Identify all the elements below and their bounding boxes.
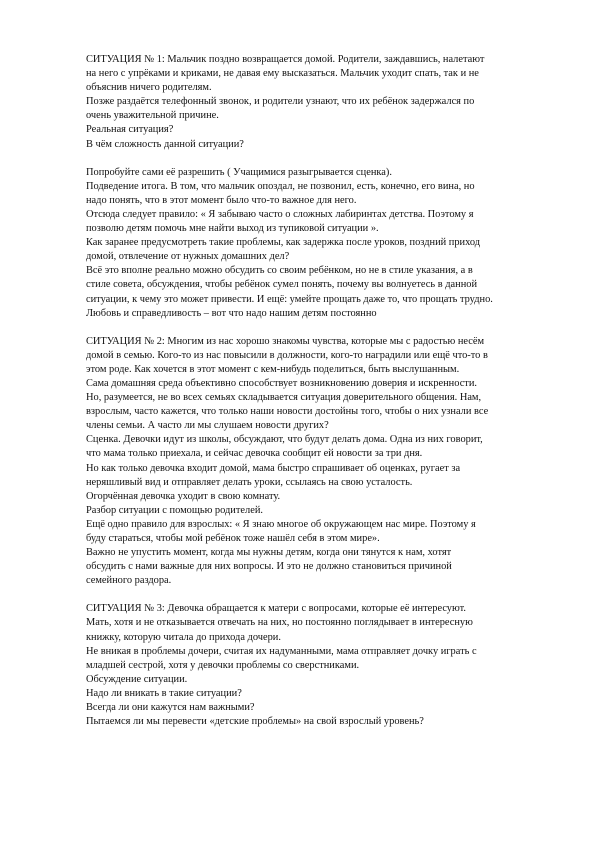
text-line: стиле совета, обсуждения, чтобы ребёнок сумел понять, почему вы волнуетесь в данной — [86, 279, 478, 291]
paragraph-gap — [86, 588, 546, 602]
text-line: очень уважительной причине. — [86, 110, 219, 122]
text-line: Позже раздаётся телефонный звонок, и родители узнают, что их ребёнок задержался по — [86, 96, 475, 108]
text-line: Реальная ситуация? — [86, 124, 174, 136]
paragraph-gap — [86, 321, 546, 335]
text-line: В чём сложность данной ситуации? — [86, 138, 244, 150]
text-line: члены семьи. А часто ли мы слушаем новости других? — [86, 420, 329, 432]
text-line: Ещё одно правило для взрослых: « Я знаю многое об окружающем нас мире. Поэтому я — [86, 518, 476, 530]
text-line: Как заранее предусмотреть такие проблемы, как задержка после уроков, поздний приход — [86, 237, 481, 249]
text-line: Но как только девочка входит домой, мама быстро спрашивает об оценках, ругает за — [86, 462, 461, 474]
text-line: неряшливый вид и отправляет делать уроки, ссылаясь на свою усталость. — [86, 476, 413, 488]
text-line: Огорчённая девочка уходит в свою комнату. — [86, 490, 281, 502]
text-line: взрослым, часто кажется, что только наши новости достойны того, чтобы о них узнали все — [86, 406, 489, 418]
text-line: СИТУАЦИЯ № 2: Многим из нас хорошо знакомы чувства, которые мы с радостью несём — [86, 335, 485, 347]
text-line: надо понять, что в этот момент было что-то важное для него. — [86, 194, 357, 206]
text-line: на него с упрёками и криками, не давая ему высказаться. Мальчик уходит спать, так и не — [86, 68, 479, 80]
text-line: Сама домашняя среда объективно способствует возникновению доверия и искренности. — [86, 377, 478, 389]
text-line: Важно не упустить момент, когда мы нужны детям, когда они тянутся к нам, хотят — [86, 547, 452, 559]
text-line: домой в семью. Кого-то из нас повысили в должности, кого-то наградили или ещё что-то в — [86, 349, 488, 361]
text-line: Любовь и справедливость – вот что надо нашим детям постоянно — [86, 307, 377, 319]
text-line: ситуации, к чему это может привести. И ещё: умейте прощать даже то, что прощать трудно. — [86, 293, 493, 305]
text-line: СИТУАЦИЯ № 3: Девочка обращается к матери с вопросами, которые её интересуют. — [86, 603, 466, 615]
text-line: позволю детям помочь мне найти выход из тупиковой ситуации ». — [86, 223, 379, 235]
text-line: Попробуйте сами её разрешить ( Учащимися разыгрывается сценка). — [86, 166, 392, 178]
text-line: Всегда ли они кажутся нам важными? — [86, 702, 255, 714]
text-line: этом роде. Как хочется в этот момент с кем-нибудь поделиться, быть выслушанным. — [86, 363, 460, 375]
document-page — [86, 53, 546, 729]
text-line: Пытаемся ли мы перевести «детские проблемы» на свой взрослый уровень? — [86, 716, 424, 728]
text-line: младшей сестрой, хотя у девочки проблемы со сверстниками. — [86, 659, 360, 671]
text-line: Разбор ситуации с помощью родителей. — [86, 504, 263, 516]
text-line: книжку, которую читала до прихода дочери. — [86, 631, 281, 643]
text-line: Сценка. Девочки идут из школы, обсуждают, что будут делать дома. Одна из них говорит, — [86, 434, 483, 446]
paragraph-gap — [86, 152, 546, 166]
text-line: Надо ли вникать в такие ситуации? — [86, 687, 242, 699]
text-line: Обсуждение ситуации. — [86, 673, 188, 685]
text-line: СИТУАЦИЯ № 1: Мальчик поздно возвращается домой. Родители, заждавшись, налетают — [86, 54, 485, 65]
text-line: Отсюда следует правило: « Я забываю часто о сложных лабиринтах детства. Поэтому я — [86, 208, 474, 220]
text-line: объяснив ничего родителям. — [86, 82, 212, 94]
situation-3 — [86, 602, 546, 729]
text-line: обсудить с нами важные для них вопросы. И это не должно становиться причиной — [86, 561, 452, 573]
text-line: Всё это вполне реально можно обсудить со своим ребёнком, но не в стиле указания, а в — [86, 265, 473, 277]
text-line: Но, разумеется, не во всех семьях складывается ситуация доверительного общения. Нам, — [86, 392, 482, 404]
text-line: Не вникая в проблемы дочери, считая их надуманными, мама отправляет дочку играть с — [86, 645, 477, 657]
text-line: Мать, хотя и не отказывается отвечать на них, но постоянно поглядывает в интересную — [86, 617, 473, 629]
text-line: домой, отвлечение от нужных домашних дел? — [86, 251, 290, 263]
situation-1 — [86, 53, 546, 152]
text-line: что мама только приехала, и сейчас девочка сообщит ей новости за три дня. — [86, 448, 423, 460]
situation-2 — [86, 335, 546, 589]
text-line: Подведение итога. В том, что мальчик опоздал, не позвонил, есть, конечно, его вина, но — [86, 180, 475, 192]
situation-1-discussion — [86, 166, 546, 321]
text-line: буду стараться, чтобы мой ребёнок тоже нашёл себя в этом мире». — [86, 533, 380, 544]
text-line: семейного раздора. — [86, 575, 172, 587]
